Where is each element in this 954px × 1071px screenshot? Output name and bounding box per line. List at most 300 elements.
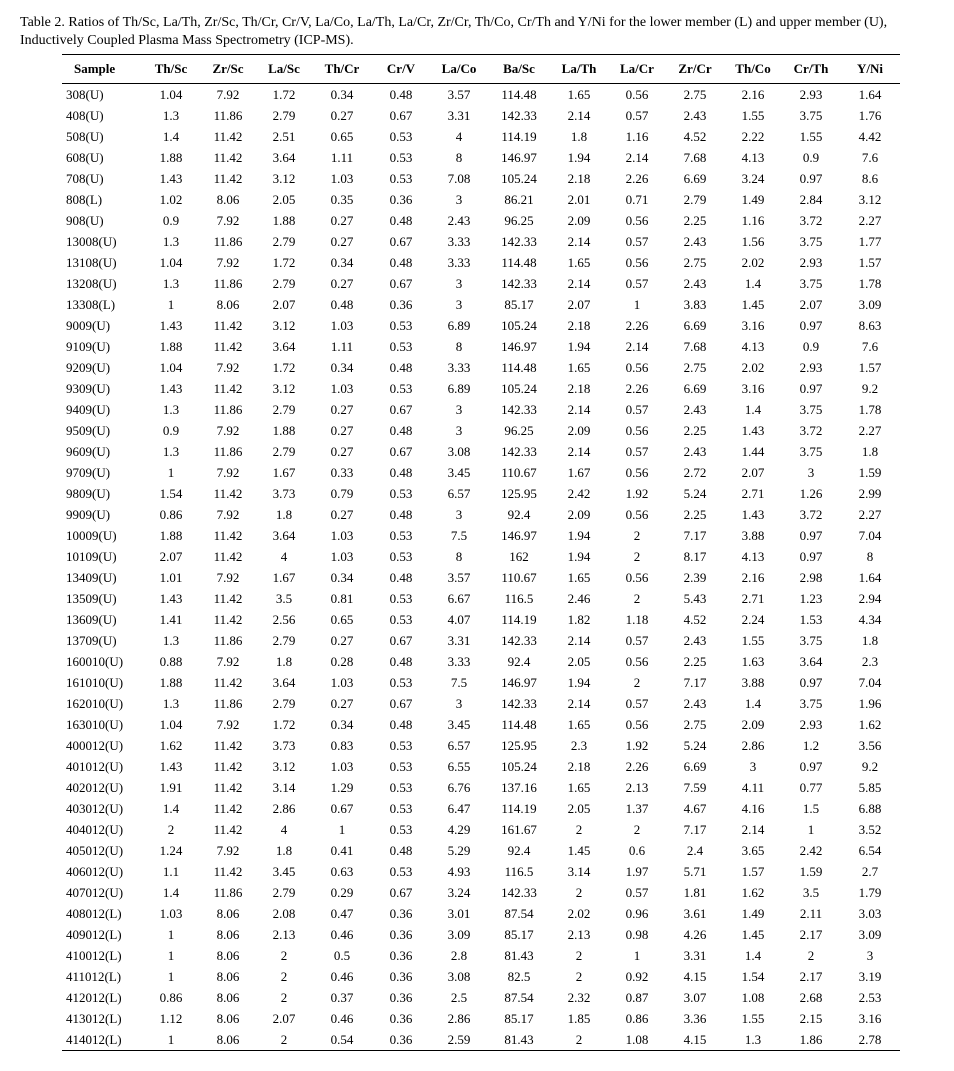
- table-row: [62, 882, 900, 903]
- ratio-cell: 2.75: [683, 87, 707, 102]
- ratio-cell: 2.79: [272, 696, 296, 711]
- ratio-cell: 0.46: [330, 1011, 354, 1026]
- ratio-cell: 0.48: [389, 360, 413, 375]
- ratio-cell: 146.97: [501, 675, 537, 690]
- ratio-cell: 1.12: [159, 1011, 183, 1026]
- ratio-cell: 87.54: [504, 990, 534, 1005]
- ratio-cell: 1: [167, 465, 175, 480]
- table-row: [62, 714, 900, 735]
- ratio-cell: 7.6: [861, 150, 879, 165]
- ratio-cell: 2.71: [741, 591, 765, 606]
- ratio-cell: 2.26: [625, 171, 649, 186]
- column-header: Th/Sc: [142, 55, 200, 84]
- ratio-cell: 114.48: [501, 87, 537, 102]
- ratio-cell: 6.69: [683, 381, 707, 396]
- ratio-cell: 0.27: [330, 633, 354, 648]
- ratio-cell: 1.92: [625, 738, 649, 753]
- ratio-cell: 2.42: [799, 843, 823, 858]
- ratio-cell: 2.3: [861, 654, 879, 669]
- ratio-cell: 0.56: [625, 465, 649, 480]
- ratio-cell: 0.27: [330, 276, 354, 291]
- ratio-cell: 1.4: [744, 948, 762, 963]
- ratio-cell: 0.65: [330, 612, 354, 627]
- sample-cell: 9909(U): [66, 507, 111, 522]
- ratio-cell: 11.86: [213, 276, 243, 291]
- ratio-cell: 2.25: [683, 654, 707, 669]
- sample-cell: 407012(U): [66, 885, 124, 900]
- ratio-cell: 1.88: [272, 423, 296, 438]
- ratio-cell: 1.4: [744, 276, 762, 291]
- ratio-cell: 2.17: [799, 969, 823, 984]
- table-row: [62, 924, 900, 945]
- ratio-cell: 0.56: [625, 654, 649, 669]
- ratio-cell: 1.92: [625, 486, 649, 501]
- column-header: La/Th: [550, 55, 608, 84]
- ratio-cell: 11.42: [213, 381, 243, 396]
- ratio-cell: 3.45: [272, 864, 296, 879]
- sample-cell: 13609(U): [66, 612, 117, 627]
- ratio-cell: 0.67: [389, 696, 413, 711]
- ratio-cell: 1.03: [330, 318, 354, 333]
- ratio-cell: 1.3: [162, 234, 180, 249]
- ratio-cell: 1.88: [159, 528, 183, 543]
- ratio-cell: 2.32: [567, 990, 591, 1005]
- ratio-cell: 0.41: [330, 843, 354, 858]
- ratio-cell: 0.53: [389, 801, 413, 816]
- ratio-cell: 2.93: [799, 255, 823, 270]
- ratio-cell: 7.04: [858, 675, 882, 690]
- ratio-cell: 4: [280, 822, 288, 837]
- ratio-cell: 2.05: [567, 654, 591, 669]
- ratio-cell: 2.98: [799, 570, 823, 585]
- ratio-cell: 1.45: [567, 843, 591, 858]
- ratio-cell: 1.55: [741, 633, 765, 648]
- ratio-cell: 0.27: [330, 423, 354, 438]
- ratio-cell: 2.51: [272, 129, 296, 144]
- ratio-cell: 2.93: [799, 717, 823, 732]
- ratio-cell: 8.6: [861, 171, 879, 186]
- ratio-cell: 4.15: [683, 969, 707, 984]
- ratio-cell: 6.54: [858, 843, 882, 858]
- ratio-cell: 6.55: [447, 759, 471, 774]
- ratio-cell: 0.81: [330, 591, 354, 606]
- ratio-cell: 2.07: [272, 1011, 296, 1026]
- ratio-cell: 0.67: [330, 801, 354, 816]
- ratio-cell: 8.17: [683, 549, 707, 564]
- ratio-cell: 1.65: [567, 780, 591, 795]
- ratio-cell: 3.12: [272, 318, 296, 333]
- ratio-cell: 2.16: [741, 570, 765, 585]
- ratio-cell: 4.93: [447, 864, 471, 879]
- ratio-cell: 0.71: [625, 192, 649, 207]
- table-row: [62, 630, 900, 651]
- ratio-cell: 4.42: [858, 129, 882, 144]
- ratio-cell: 2.09: [567, 423, 591, 438]
- ratio-cell: 7.68: [683, 150, 707, 165]
- ratio-cell: 125.95: [501, 738, 537, 753]
- ratio-cell: 125.95: [501, 486, 537, 501]
- sample-cell: 9509(U): [66, 423, 111, 438]
- column-header: Zr/Sc: [200, 55, 256, 84]
- ratio-cell: 1.03: [330, 759, 354, 774]
- ratio-cell: 7.92: [216, 843, 240, 858]
- sample-cell: 608(U): [66, 150, 104, 165]
- ratio-cell: 2.26: [625, 318, 649, 333]
- ratio-cell: 2.43: [683, 234, 707, 249]
- ratio-cell: 11.86: [213, 234, 243, 249]
- ratio-cell: 81.43: [488, 1029, 550, 1051]
- ratio-cell: 3.09: [858, 297, 882, 312]
- table-row: [62, 168, 900, 189]
- ratio-cell: 0.46: [330, 927, 354, 942]
- ratio-cell: 4.15: [666, 1029, 724, 1051]
- ratio-cell: 1.79: [858, 885, 882, 900]
- sample-cell: 9409(U): [66, 402, 111, 417]
- ratio-cell: 8: [455, 339, 463, 354]
- ratio-cell: 1.03: [330, 549, 354, 564]
- ratio-cell: 0.92: [625, 969, 649, 984]
- ratio-cell: 7.68: [683, 339, 707, 354]
- ratio-cell: 3.45: [447, 465, 471, 480]
- table-header-row: [62, 55, 900, 84]
- ratio-cell: 6.69: [683, 171, 707, 186]
- ratio-cell: 1.8: [275, 843, 293, 858]
- table-row: [62, 273, 900, 294]
- ratio-cell: 1: [167, 927, 175, 942]
- ratio-cell: 11.42: [213, 549, 243, 564]
- ratio-cell: 2.43: [683, 633, 707, 648]
- ratio-cell: 1.59: [799, 864, 823, 879]
- ratio-cell: 1.3: [162, 633, 180, 648]
- ratio-cell: 11.42: [213, 339, 243, 354]
- sample-cell: 411012(L): [66, 969, 122, 984]
- ratio-cell: 0.34: [330, 360, 354, 375]
- sample-cell: 9809(U): [66, 486, 111, 501]
- ratio-cell: 2: [167, 822, 175, 837]
- ratio-cell: 0.67: [389, 885, 413, 900]
- ratio-cell: 2.14: [567, 108, 591, 123]
- ratio-cell: 1.43: [159, 381, 183, 396]
- column-header: La/Cr: [608, 55, 666, 84]
- ratio-cell: 0.97: [799, 549, 823, 564]
- ratio-cell: 0.9: [162, 213, 180, 228]
- ratio-cell: 3.08: [447, 444, 471, 459]
- ratio-cell: 2.53: [858, 990, 882, 1005]
- ratio-cell: 2: [807, 948, 815, 963]
- ratio-cell: 3.16: [741, 318, 765, 333]
- sample-cell: 13208(U): [66, 276, 117, 291]
- ratio-cell: 0.53: [389, 150, 413, 165]
- ratio-cell: 3.12: [272, 381, 296, 396]
- ratio-cell: 2: [633, 591, 641, 606]
- ratio-cell: 2.15: [799, 1011, 823, 1026]
- ratio-cell: 0.27: [330, 234, 354, 249]
- ratio-cell: 3.75: [799, 234, 823, 249]
- column-header: La/Co: [430, 55, 488, 84]
- ratio-cell: 2.43: [683, 696, 707, 711]
- ratio-cell: 3.07: [683, 990, 707, 1005]
- table-row: [62, 336, 900, 357]
- ratio-cell: 4: [455, 129, 463, 144]
- ratio-cell: 0.53: [389, 738, 413, 753]
- ratio-cell: 1.94: [567, 150, 591, 165]
- ratio-cell: 0.97: [799, 759, 823, 774]
- ratio-cell: 6.47: [447, 801, 471, 816]
- ratio-cell: 0.57: [625, 696, 649, 711]
- ratio-cell: 11.42: [213, 591, 243, 606]
- ratio-cell: 0.56: [625, 570, 649, 585]
- ratio-cell: 2.09: [567, 507, 591, 522]
- ratio-cell: 3.5: [275, 591, 293, 606]
- ratio-cell: 3.75: [799, 444, 823, 459]
- ratio-cell: 7.92: [216, 423, 240, 438]
- ratio-cell: 2.79: [272, 108, 296, 123]
- ratio-cell: 1.96: [858, 696, 882, 711]
- ratio-cell: 1.65: [567, 570, 591, 585]
- ratio-cell: 2.94: [858, 591, 882, 606]
- ratio-cell: 0.48: [389, 570, 413, 585]
- table-row: [62, 672, 900, 693]
- ratio-cell: 6.67: [447, 591, 471, 606]
- sample-cell: 9309(U): [66, 381, 111, 396]
- ratio-cell: 1.03: [330, 381, 354, 396]
- ratio-cell: 3: [455, 696, 463, 711]
- ratio-cell: 1.88: [159, 675, 183, 690]
- ratio-cell: 105.24: [501, 318, 537, 333]
- ratio-cell: 8.63: [858, 318, 882, 333]
- table-row: [62, 756, 900, 777]
- ratio-cell: 11.42: [213, 864, 243, 879]
- ratio-cell: 2.14: [567, 444, 591, 459]
- ratio-cell: 1.16: [625, 129, 649, 144]
- ratio-cell: 1.43: [741, 507, 765, 522]
- ratio-cell: 11.42: [213, 318, 243, 333]
- ratio-cell: 116.5: [504, 864, 534, 879]
- sample-cell: 908(U): [66, 213, 104, 228]
- ratio-cell: 1: [142, 1029, 200, 1051]
- ratio-cell: 7.92: [216, 465, 240, 480]
- ratio-cell: 7.92: [216, 507, 240, 522]
- table-row: [62, 525, 900, 546]
- table-row: [62, 483, 900, 504]
- ratio-cell: 2: [575, 948, 583, 963]
- ratio-cell: 2.39: [683, 570, 707, 585]
- ratio-cell: 3.33: [447, 255, 471, 270]
- ratio-cell: 11.42: [213, 612, 243, 627]
- ratio-cell: 1.62: [159, 738, 183, 753]
- ratio-cell: 7.08: [447, 171, 471, 186]
- ratio-cell: 2.14: [567, 234, 591, 249]
- table-row: [62, 147, 900, 168]
- ratio-cell: 2: [633, 822, 641, 837]
- table-row: [62, 315, 900, 336]
- ratio-cell: 1.3: [162, 696, 180, 711]
- ratio-cell: 5.24: [683, 486, 707, 501]
- ratio-cell: 5.24: [683, 738, 707, 753]
- sample-cell: 9609(U): [66, 444, 111, 459]
- ratio-cell: 1: [338, 822, 346, 837]
- ratio-cell: 92.4: [507, 843, 531, 858]
- ratio-cell: 2: [280, 990, 288, 1005]
- ratio-cell: 2.11: [799, 906, 823, 921]
- ratio-cell: 2.84: [799, 192, 823, 207]
- ratio-cell: 0.77: [799, 780, 823, 795]
- sample-cell: 163010(U): [66, 717, 124, 732]
- ratio-cell: 2.43: [683, 276, 707, 291]
- sample-cell: 412012(L): [66, 990, 122, 1005]
- ratio-cell: 2.02: [567, 906, 591, 921]
- ratio-cell: 0.6: [628, 843, 646, 858]
- ratio-cell: 7.92: [216, 717, 240, 732]
- ratio-cell: 0.53: [389, 129, 413, 144]
- ratio-cell: 2.18: [567, 759, 591, 774]
- ratio-cell: 142.33: [501, 696, 537, 711]
- ratio-cell: 4: [280, 549, 288, 564]
- ratio-cell: 3.75: [799, 402, 823, 417]
- ratio-cell: 0.48: [389, 654, 413, 669]
- ratio-cell: 85.17: [504, 297, 534, 312]
- sample-cell: 10109(U): [66, 549, 117, 564]
- ratio-cell: 3.72: [799, 423, 823, 438]
- sample-cell: 409012(L): [66, 927, 122, 942]
- ratio-cell: 0.53: [389, 171, 413, 186]
- ratio-cell: 2.72: [683, 465, 707, 480]
- ratio-cell: 0.27: [330, 696, 354, 711]
- ratio-cell: 11.42: [213, 780, 243, 795]
- ratio-cell: 1.65: [567, 717, 591, 732]
- ratio-cell: 0.98: [625, 927, 649, 942]
- ratio-cell: 0.67: [389, 276, 413, 291]
- ratio-cell: 2.79: [272, 276, 296, 291]
- ratio-cell: 0.48: [330, 297, 354, 312]
- ratio-cell: 3.52: [858, 822, 882, 837]
- ratio-cell: 2.79: [272, 633, 296, 648]
- ratio-cell: 0.57: [625, 633, 649, 648]
- ratio-cell: 0.48: [389, 843, 413, 858]
- ratio-cell: 1.8: [275, 654, 293, 669]
- ratio-cell: 1.03: [159, 906, 183, 921]
- ratio-cell: 0.46: [330, 969, 354, 984]
- ratio-cell: 8.06: [216, 1011, 240, 1026]
- ratio-cell: 3.75: [799, 276, 823, 291]
- ratio-cell: 2: [633, 675, 641, 690]
- sample-cell: 160010(U): [66, 654, 124, 669]
- ratio-cell: 1.08: [608, 1029, 666, 1051]
- ratio-cell: 1.03: [330, 528, 354, 543]
- ratio-cell: 0.53: [389, 591, 413, 606]
- ratio-cell: 0.35: [330, 192, 354, 207]
- ratio-cell: 1.8: [861, 444, 879, 459]
- ratio-cell: 3: [455, 192, 463, 207]
- ratio-cell: 1: [167, 297, 175, 312]
- ratio-cell: 7.59: [683, 780, 707, 795]
- ratio-cell: 0.28: [330, 654, 354, 669]
- ratio-cell: 3.12: [858, 192, 882, 207]
- ratio-cell: 1.72: [272, 87, 296, 102]
- ratio-cell: 1.72: [272, 717, 296, 732]
- ratio-cell: 2.02: [741, 360, 765, 375]
- ratio-cell: 2.27: [858, 213, 882, 228]
- ratio-cell: 2.25: [683, 213, 707, 228]
- table-row: [62, 1029, 900, 1051]
- ratio-cell: 11.42: [213, 150, 243, 165]
- ratio-cell: 11.42: [213, 528, 243, 543]
- ratio-cell: 1.3: [162, 108, 180, 123]
- ratio-cell: 2: [280, 948, 288, 963]
- ratio-cell: 11.42: [213, 486, 243, 501]
- ratio-cell: 0.53: [389, 339, 413, 354]
- ratio-cell: 1.86: [782, 1029, 840, 1051]
- ratio-cell: 0.5: [333, 948, 351, 963]
- ratio-cell: 6.57: [447, 486, 471, 501]
- ratio-cell: 2.7: [861, 864, 879, 879]
- ratio-cell: 2: [256, 1029, 312, 1051]
- ratio-cell: 0.57: [625, 234, 649, 249]
- ratio-cell: 4.52: [683, 129, 707, 144]
- table-row: [62, 1008, 900, 1029]
- ratio-cell: 1.67: [272, 570, 296, 585]
- ratio-cell: 87.54: [504, 906, 534, 921]
- ratio-cell: 1.5: [802, 801, 820, 816]
- ratio-cell: 146.97: [501, 528, 537, 543]
- ratio-cell: 0.97: [799, 318, 823, 333]
- ratio-cell: 0.9: [802, 150, 820, 165]
- ratio-cell: 7.92: [216, 213, 240, 228]
- sample-cell: 408(U): [66, 108, 104, 123]
- ratio-cell: 1.18: [625, 612, 649, 627]
- ratio-cell: 3.01: [447, 906, 471, 921]
- ratio-cell: 1: [633, 948, 641, 963]
- ratio-cell: 4.26: [683, 927, 707, 942]
- ratio-cell: 82.5: [507, 969, 531, 984]
- ratio-cell: 2.22: [741, 129, 765, 144]
- sample-cell: 408012(L): [66, 906, 122, 921]
- ratio-cell: 0.36: [389, 990, 413, 1005]
- ratio-cell: 2.79: [272, 402, 296, 417]
- ratio-cell: 0.36: [389, 906, 413, 921]
- sample-cell: 508(U): [66, 129, 104, 144]
- ratio-cell: 4.52: [683, 612, 707, 627]
- ratio-cell: 2.99: [858, 486, 882, 501]
- sample-cell: 13108(U): [66, 255, 117, 270]
- table-body: [62, 84, 900, 1051]
- ratio-cell: 0.48: [389, 87, 413, 102]
- ratio-cell: 2.07: [741, 465, 765, 480]
- ratio-cell: 7.17: [683, 528, 707, 543]
- ratio-cell: 1.02: [159, 192, 183, 207]
- ratio-cell: 0.56: [625, 423, 649, 438]
- ratio-cell: 142.33: [501, 633, 537, 648]
- ratio-cell: 2.46: [567, 591, 591, 606]
- sample-cell: 162010(U): [66, 696, 124, 711]
- ratio-cell: 2.14: [625, 339, 649, 354]
- ratio-cell: 1.57: [858, 360, 882, 375]
- ratio-cell: 3.64: [272, 675, 296, 690]
- ratio-cell: 7.17: [683, 822, 707, 837]
- ratio-cell: 1.94: [567, 528, 591, 543]
- ratio-cell: 0.27: [330, 108, 354, 123]
- ratio-cell: 4.11: [741, 780, 765, 795]
- ratio-cell: 2.59: [430, 1029, 488, 1051]
- column-header: Y/Ni: [840, 55, 900, 84]
- ratio-cell: 142.33: [501, 276, 537, 291]
- ratio-cell: 1.56: [741, 234, 765, 249]
- ratio-cell: 2.01: [567, 192, 591, 207]
- ratio-cell: 3.61: [683, 906, 707, 921]
- sample-cell: 308(U): [66, 87, 104, 102]
- ratio-cell: 2: [280, 969, 288, 984]
- sample-cell: 400012(U): [66, 738, 124, 753]
